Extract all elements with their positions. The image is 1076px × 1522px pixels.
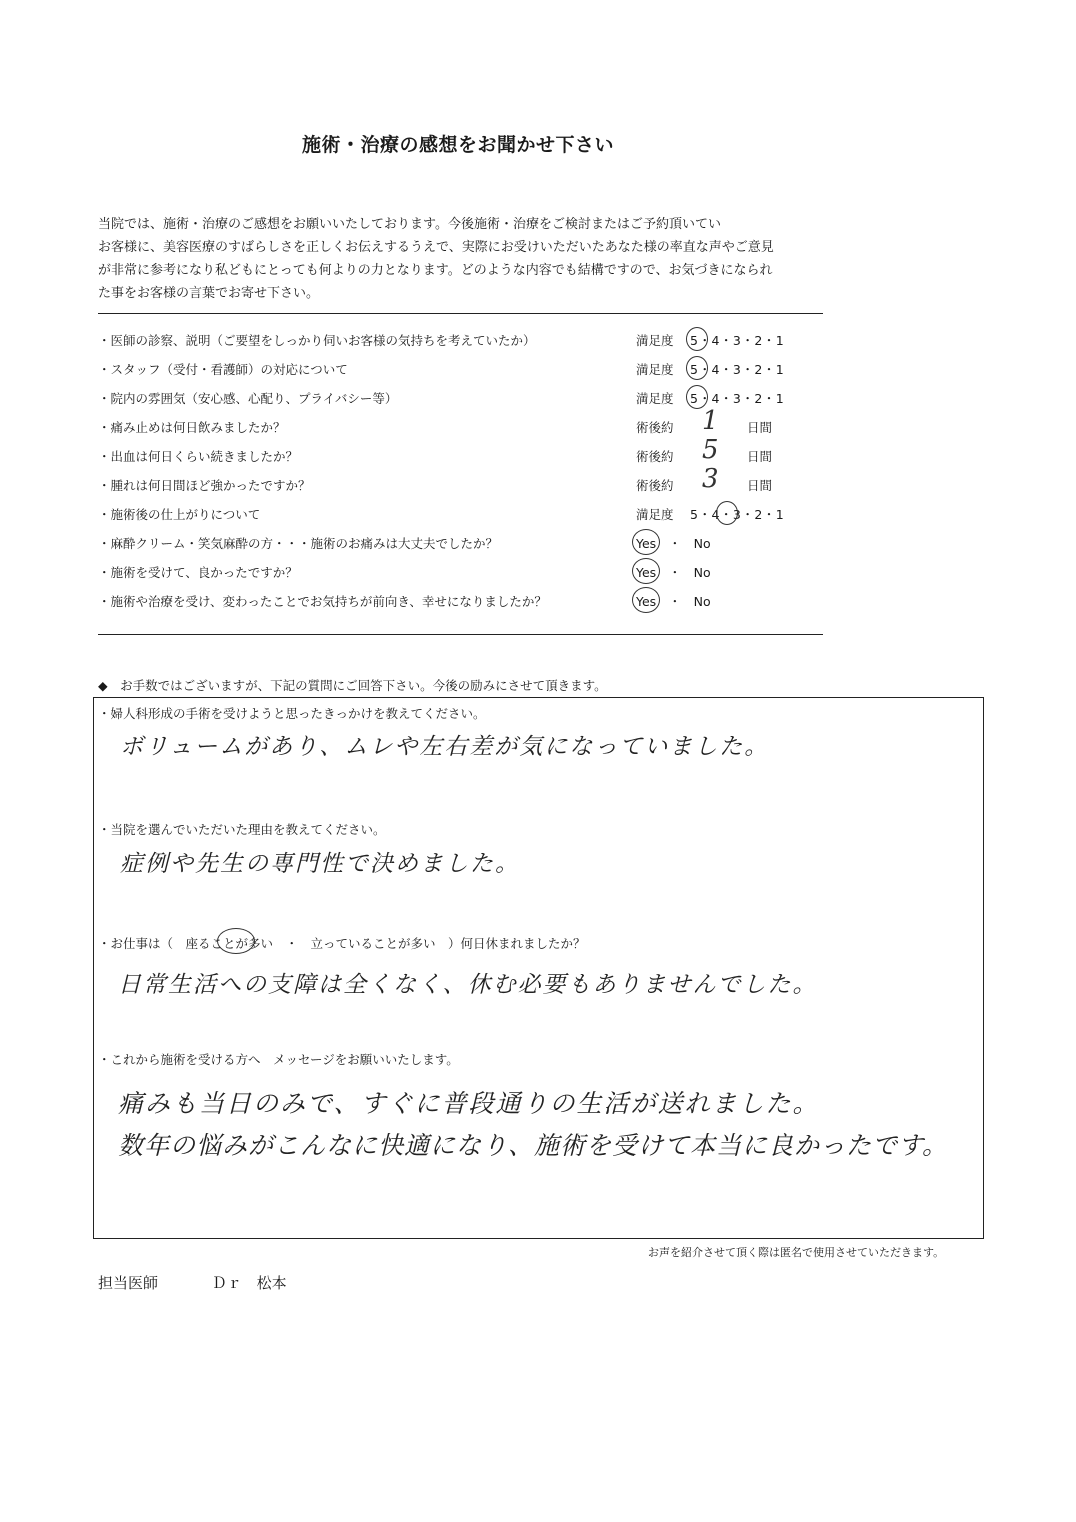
handwritten-answer: 痛みも当日のみで、すぐに普段通りの生活が送れました。 <box>118 1089 820 1118</box>
rating-label: 満足度 <box>636 362 674 377</box>
survey-row-satisfied <box>98 557 823 586</box>
question-text: ・麻酔クリーム・笑気麻酔の方・・・施術のお痛みは大丈夫でしたか？ <box>98 536 499 551</box>
question-text: ・施術や治療を受け、変わったことでお気持ちが前向き、幸せになりましたか？ <box>98 594 547 609</box>
rating-scale: 5・4・3・2・1 <box>690 507 785 522</box>
free-question-message: ・これから施術を受ける方へ メッセージをお願いいたします。 <box>98 1052 459 1067</box>
survey-top-divider <box>98 313 823 314</box>
free-question-reason: ・婦人科形成の手術を受けようと思ったきっかけを教えてください。 <box>98 706 486 721</box>
answer-circle <box>217 928 255 954</box>
question-text: ・施術後の仕上がりについて <box>98 507 261 522</box>
intro-line: 当院では、施術・治療のご感想をお願いいたしております。今後施術・治療をご検討またはご予約頂いてい <box>98 217 721 232</box>
survey-bottom-divider <box>98 634 823 635</box>
days-unit: 日間 <box>747 420 773 435</box>
survey-row-swelling <box>98 464 823 499</box>
intro-line: た事をお客様の言葉でお寄せ下さい。 <box>98 286 320 301</box>
intro-paragraph <box>98 213 823 305</box>
instruction-text: ◆ お手数ではございますが、下記の質問にご回答下さい。今後の励みにさせて頂きます。 <box>98 678 607 693</box>
handwritten-answer: 日常生活への支障は全くなく、休む必要もありませんでした。 <box>118 972 818 998</box>
answer-circle <box>716 501 738 525</box>
handwritten-answer: 症例や先生の専門性で決めました。 <box>120 851 520 877</box>
question-text: ・スタッフ（受付・看護師）の対応について <box>98 362 348 377</box>
question-text: ・院内の雰囲気（安心感、心配り、プライバシー等） <box>98 391 398 406</box>
rating-scale: 5・4・3・2・1 <box>690 362 785 377</box>
question-text: ・痛み止めは何日飲みましたか？ <box>98 420 286 435</box>
days-label: 術後約 <box>636 449 674 464</box>
days-label: 術後約 <box>636 478 674 493</box>
days-label: 術後約 <box>636 420 674 435</box>
survey-row-anesthesia <box>98 528 823 557</box>
survey-row-doctor <box>98 325 823 354</box>
question-text: ・出血は何日くらい続きましたか？ <box>98 449 299 464</box>
question-text: ・施術を受けて、良かったですか？ <box>98 565 298 580</box>
rating-label: 満足度 <box>636 333 674 348</box>
free-question-work: ・お仕事は（ 座ることが多い ・ 立っていることが多い ）何日休まれましたか？ <box>98 936 586 951</box>
doctor-line <box>98 1272 287 1293</box>
rating-label: 満足度 <box>636 507 674 522</box>
survey-row-staff <box>98 354 823 383</box>
page-title: 施術・治療の感想をお聞かせ下さい <box>301 134 614 156</box>
intro-line: が非常に参考になり私どもにとっても何よりの力となります。どのような内容でも結構ですので、お気づきになられ <box>98 263 773 278</box>
survey-row-positive <box>98 586 823 615</box>
yes-no-options: Yes ・ No <box>636 565 711 580</box>
yes-no-options: Yes ・ No <box>636 594 711 609</box>
rating-scale: 5・4・3・2・1 <box>690 333 785 348</box>
handwritten-days: 5 <box>702 435 719 465</box>
yes-no-options: Yes ・ No <box>636 536 711 551</box>
survey-row-result <box>98 499 823 528</box>
doctor-name: Ｄｒ 松本 <box>211 1274 287 1292</box>
rating-label: 満足度 <box>636 391 674 406</box>
intro-line: お客様に、美容医療のすばらしさを正しくお伝えするうえで、実際にお受けいただいたあなた様の率直な声やご意見 <box>98 240 774 255</box>
rating-scale: 5・4・3・2・1 <box>690 391 785 406</box>
answer-circle <box>632 587 660 613</box>
answer-circle <box>686 327 708 351</box>
days-unit: 日間 <box>747 478 773 493</box>
handwritten-days: 1 <box>702 406 719 436</box>
anonymity-footnote: お声を紹介させて頂く際は匿名で使用させていただきます。 <box>648 1246 945 1259</box>
handwritten-answer: ボリュームがあり、ムレや左右差が気になっていました。 <box>120 734 770 760</box>
answer-circle <box>632 558 660 584</box>
free-question-choice: ・当院を選んでいただいた理由を教えてください。 <box>98 822 386 837</box>
handwritten-days: 3 <box>702 464 719 494</box>
answer-circle <box>686 356 708 380</box>
handwritten-answer: 数年の悩みがこんなに快適になり、施術を受けて本当に良かったです。 <box>118 1131 949 1160</box>
answer-circle <box>632 529 660 555</box>
question-text: ・医師の診察、説明（ご要望をしっかり伺いお客様の気持ちを考えていたか） <box>98 333 536 348</box>
question-text: ・腫れは何日間ほど強かったですか？ <box>98 478 311 493</box>
days-unit: 日間 <box>747 449 773 464</box>
doctor-label: 担当医師 <box>98 1274 159 1292</box>
